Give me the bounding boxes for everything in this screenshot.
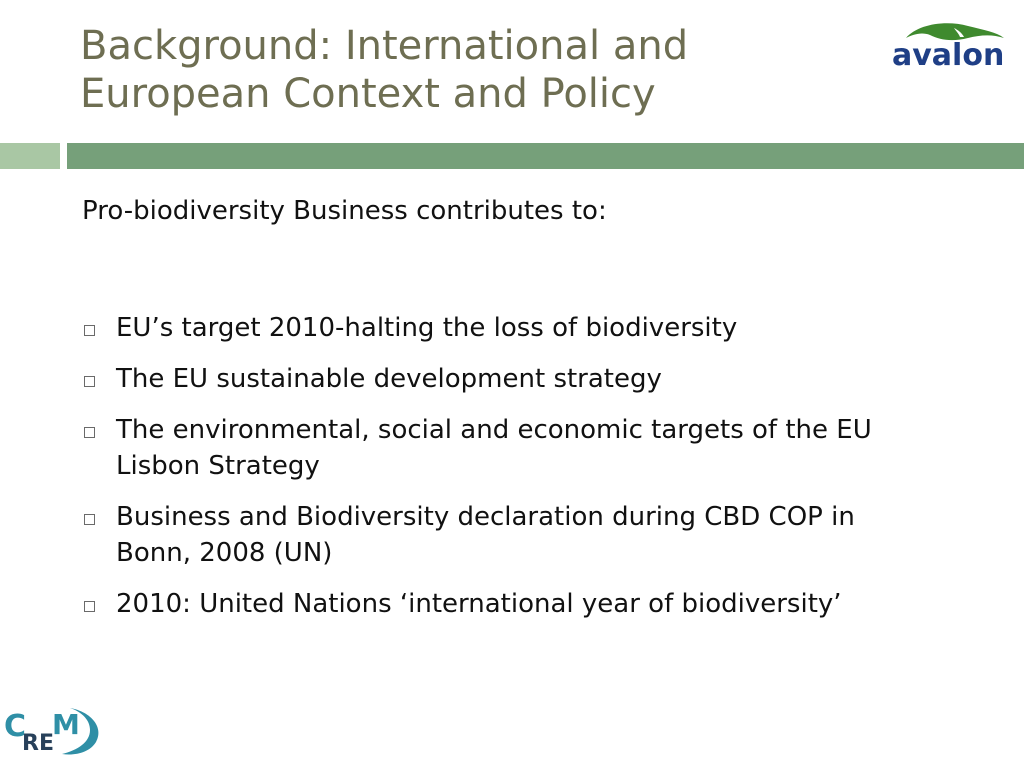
avalon-wordmark: avalon [892, 38, 1005, 73]
intro-text: Pro-biodiversity Business contributes to: [82, 196, 607, 226]
title-band-left [0, 143, 60, 169]
bullet-square-icon [84, 601, 95, 612]
bullet-list [82, 310, 962, 637]
title-band-main [67, 143, 1024, 169]
svg-text:RE: RE [22, 731, 54, 756]
bullet-square-icon [84, 427, 95, 438]
bullet-item [82, 499, 936, 571]
crem-logo [0, 700, 106, 758]
bullet-text: EU’s target 2010-halting the loss of biodiversity [116, 313, 738, 343]
bullet-square-icon [84, 514, 95, 525]
bullet-text: 2010: United Nations ‘international year of biodiversity’ [116, 589, 842, 619]
title-line-2: European Context and Policy [80, 71, 656, 117]
svg-text:C: C [4, 709, 27, 744]
bullet-square-icon [84, 376, 95, 387]
bullet-item [82, 310, 936, 346]
bullet-text: Business and Biodiversity declaration during CBD COP in Bonn, 2008 (UN) [116, 502, 855, 568]
bullet-item [82, 361, 936, 397]
avalon-logo [888, 18, 1006, 74]
bullet-text: The environmental, social and economic targets of the EU Lisbon Strategy [116, 415, 872, 481]
title-line-1: Background: International and [80, 23, 689, 69]
slide-title [80, 22, 840, 118]
bullet-item [82, 586, 936, 622]
bullet-item [82, 412, 936, 484]
svg-text:M: M [52, 708, 80, 741]
bullet-text: The EU sustainable development strategy [116, 364, 662, 394]
bullet-square-icon [84, 325, 95, 336]
